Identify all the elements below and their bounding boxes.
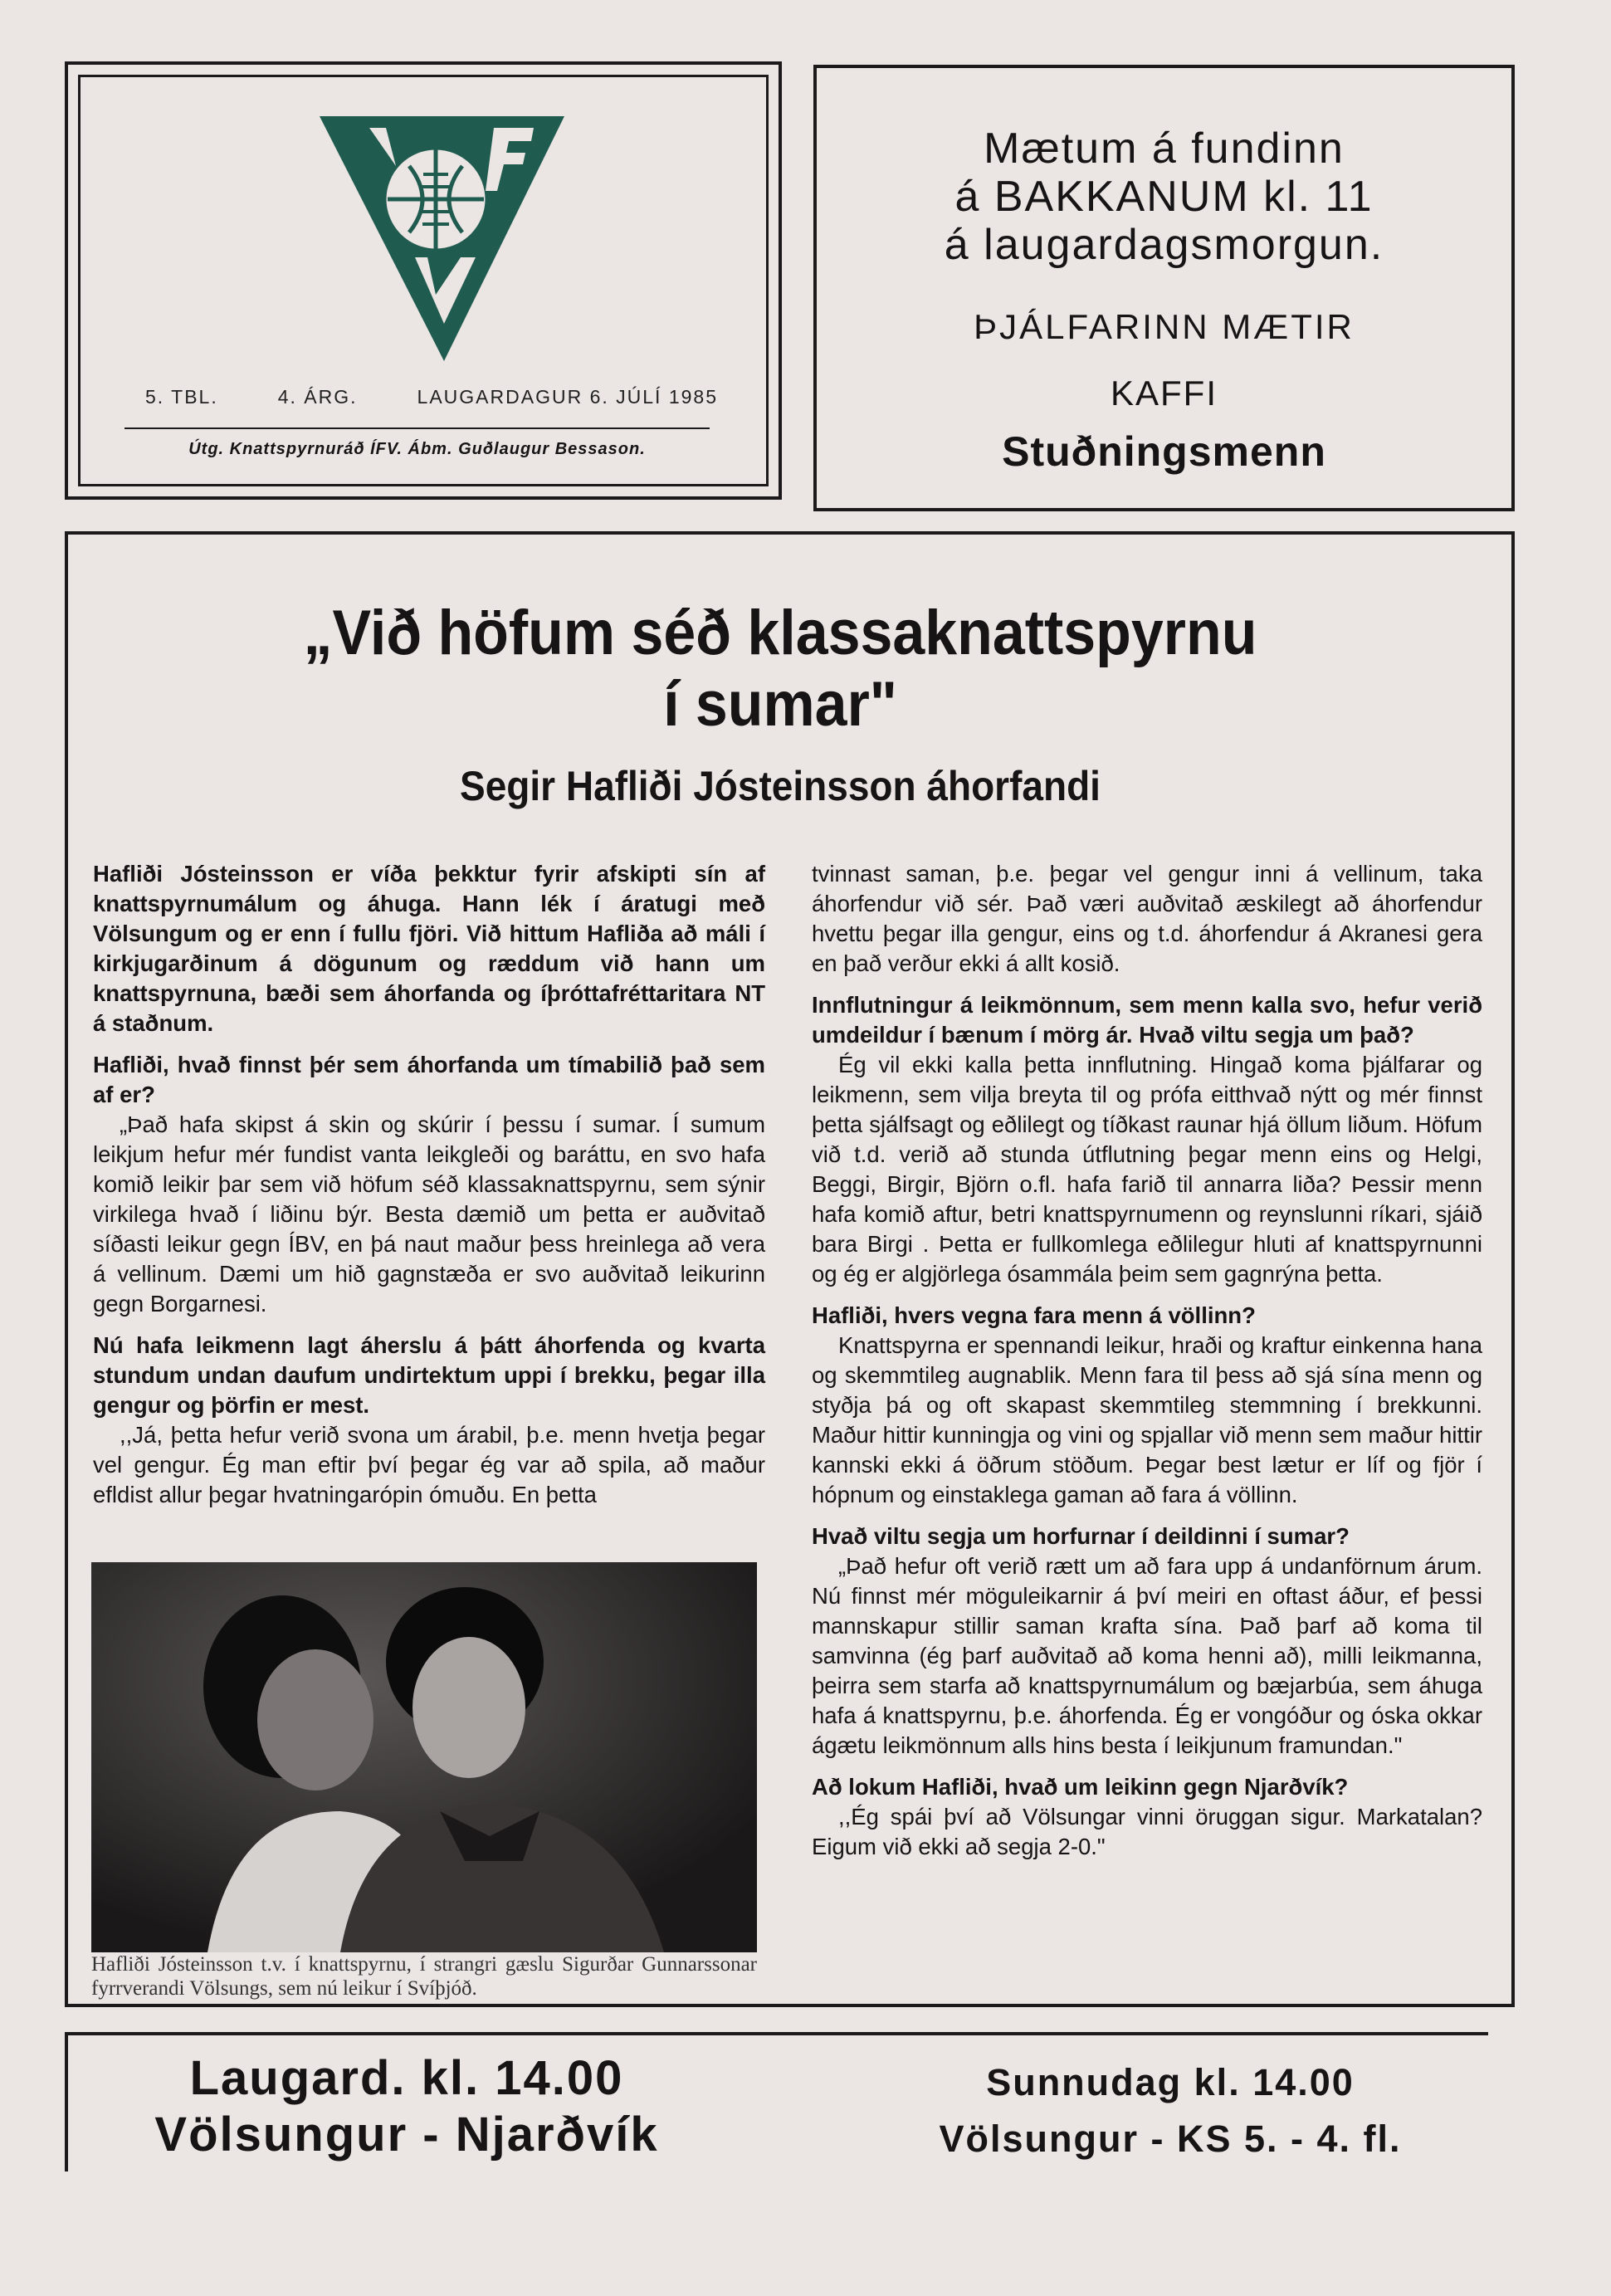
- announcement-line: á laugardagsmorgun.: [944, 221, 1384, 269]
- article-column-right: [812, 859, 1482, 1873]
- answer-paragraph: „Það hafa skipst á skin og skúrir í þessu í sumar. Í sumum leikjum hefur mér fundist vanta leikgleði og baráttu, en svo hafa komið leikir þar sem við höfum séð klassaknattspyrnu, sem sýnir virkilega hvað í liðinu býr. Besta dæmið um þetta er auðvitað síðasti leikur gegn ÍBV, en þá naut maður þess hreinlega að vera á vellinum. Dæmi um hið gagnstæða er svo auðvitað leikurinn gegn Borgarnesi.: [93, 1111, 765, 1317]
- question-paragraph: Að lokum Hafliði, hvað um leikinn gegn Njarðvík?: [812, 1774, 1349, 1800]
- fixture-time: Laugard. kl. 14.00: [189, 2051, 624, 2105]
- answer-paragraph: Ég vil ekki kalla þetta innflutning. Hingað koma þjálfarar og leikmenn, sem vilja breyta til og prófa eitthvað nýtt og mér finnst þetta sjálfsagt og eðlilegt og tíðkast raunar hjá öllum liðum. Höfum við t.d. verið að stunda útflutning þegar menn eins og Helgi, Beggi, Birgir, Björn o.fl. hafa farið til annarra liða? Þessir menn hafa komið aftur, betri knattspyrnumenn og reynslunni ríkari, sjáið bara Birgi . Þetta er fullkomlega eðlilegur hluti af knattspyrnunni og ég er algjörlega ósammála þeim sem gagnrýna þetta.: [812, 1052, 1482, 1287]
- issue-line: [145, 386, 718, 408]
- intro-paragraph: Hafliði Jósteinsson er víða þekktur fyrir afskipti sín af knattspyrnumálum og áhuga. Hann lék í áratugi með Völsungum og er enn í fullu fjöri. Við hittum Hafliða að máli í kirkjugarðinum á dögunum og ræddum við hann um knattspyrnuna, bæði sem áhorfanda og íþróttafréttaritara NT á staðnum.: [93, 861, 765, 1036]
- continued-paragraph: tvinnast saman, þ.e. þegar vel gengur inni á vellinum, taka áhorfendur við sér. Það væri auðvitað æskilegt að áhorfendur hvettu þegar illa gengur, eins og t.d. áhorfendur á Akranesi gera en það verður ekki á allt kosið.: [812, 861, 1482, 976]
- fixture-teams: Völsungur - Njarðvík: [154, 2108, 659, 2162]
- fixture-saturday: [100, 2050, 714, 2163]
- headline-line: „Við höfum séð klassaknattspyrnu: [303, 598, 1257, 668]
- volsungur-logo: [320, 116, 564, 365]
- question-paragraph: Hafliði, hvers vegna fara menn á völlinn?: [812, 1302, 1256, 1328]
- article-photo: [91, 1562, 757, 1952]
- answer-paragraph: „Það hefur oft verið rætt um að fara upp á undanförnum árum. Nú finnst mér möguleikarnir á því meiri en oftast áður, ef þessi mannskapur stillir saman krafta sína. Það þarf að koma til samvinna (ég þarf auðvitað að koma henni að), milli leikmanna, þeirra sem starfa að knattspyrnumálum og bæjarbúa, sem áhuga hafa á knattspyrnu, þ.e. áhorfenda. Ég er vongóður og óska okkar ágætu leikmönnum alls hins besta í leikjunum framundan.": [812, 1553, 1482, 1758]
- volume-number: 4. ÁRG.: [277, 386, 358, 408]
- photo-caption: Hafliði Jósteinsson t.v. í knattspyrnu, í strangri gæslu Sigurðar Gunnarssonar fyrrverandi Völsungs, sem nú leikur í Svíþjóð.: [91, 1953, 757, 2000]
- article-column-left: [93, 859, 765, 1522]
- announcement-supporters: Stuðningsmenn: [1002, 428, 1326, 475]
- headline-line: í sumar": [663, 669, 897, 740]
- fixture-time: Sunnudag kl. 14.00: [986, 2061, 1355, 2103]
- announcement-line: á BAKKANUM kl. 11: [954, 173, 1374, 221]
- masthead-rule: [124, 427, 710, 429]
- announcement-meeting: [813, 125, 1515, 269]
- issue-number: 5. TBL.: [145, 386, 218, 408]
- answer-paragraph: Knattspyrna er spennandi leikur, hraði og kraftur einkenna hana og skemmtileg augnablik. Menn fara til þess að sjá sína menn og styðja þá og oft skapast skemmtileg stemmning í brekkunni. Maður hittir kunningja og vini og spjallar við menn sem maður hittir kannski ekki á öðrum stöðum. Þegar best lætur er líf og fjör í hópnum og einstaklega gaman að fara á völlinn.: [812, 1332, 1482, 1507]
- publisher-line: Útg. Knattspyrnuráð ÍFV. Ábm. Guðlaugur Bessason.: [188, 440, 646, 458]
- announcement-coffee: KAFFI: [1110, 374, 1218, 413]
- question-paragraph: Hvað viltu segja um horfurnar í deildinni í sumar?: [812, 1523, 1350, 1549]
- announcement-coach: ÞJÁLFARINN MÆTIR: [974, 307, 1355, 346]
- fixture-sunday: [880, 2054, 1461, 2167]
- question-paragraph: Nú hafa leikmenn lagt áherslu á þátt áhorfenda og kvarta stundum undan daufum undirtektum uppi í brekku, þegar illa gengur og þörfin er mest.: [93, 1332, 765, 1418]
- issue-date: LAUGARDAGUR 6. JÚLÍ 1985: [417, 386, 718, 408]
- answer-paragraph: ,,Já, þetta hefur verið svona um árabil, þ.e. menn hvetja þegar vel gengur. Ég man eftir því þegar ég var að spila, að maður efldist allur þegar hvatningarópin ómuðu. En þetta: [93, 1422, 765, 1507]
- article-headline: [200, 598, 1360, 740]
- fixture-teams: Völsungur - KS 5. - 4. fl.: [939, 2118, 1402, 2160]
- question-paragraph: Innflutningur á leikmönnum, sem menn kalla svo, hefur verið umdeildur í bænum í mörg ár. Hvað viltu segja um það?: [812, 992, 1482, 1048]
- question-paragraph: Hafliði, hvað finnst þér sem áhorfanda um tímabilið það sem af er?: [93, 1052, 765, 1107]
- announcement-line: Mætum á fundinn: [984, 125, 1345, 173]
- article-subheadline: Segir Hafliði Jósteinsson áhorfandi: [460, 763, 1101, 809]
- answer-paragraph: ,,Ég spái því að Völsungar vinni öruggan sigur. Markatalan? Eigum við ekki að segja 2-0.": [812, 1804, 1482, 1859]
